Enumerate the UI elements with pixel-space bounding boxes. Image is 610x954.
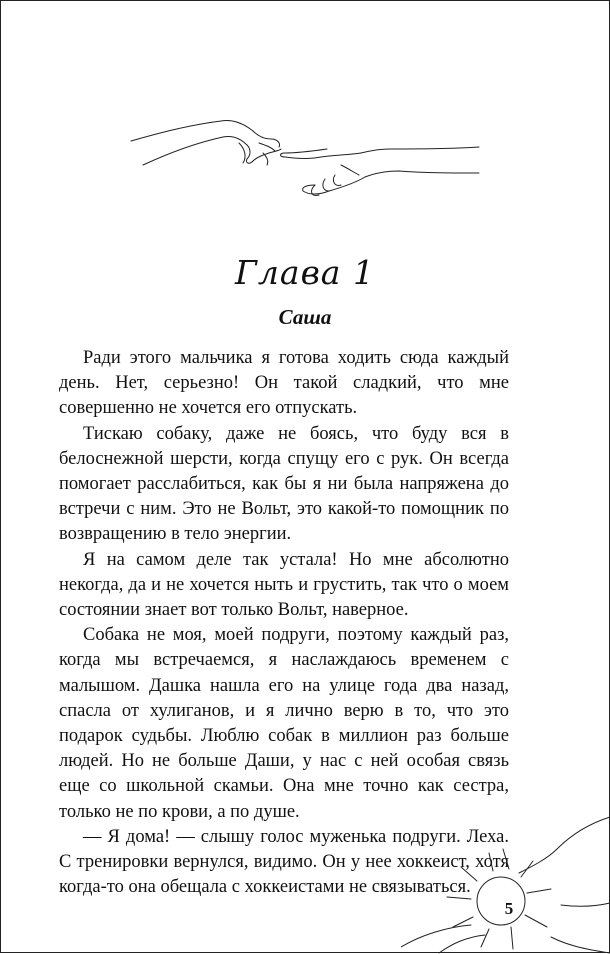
chapter-subtitle: Саша <box>278 305 332 329</box>
paragraph-1: Ради этого мальчика я готова ходить сюда каждый день. Нет, серьезно! Он такой сладкий, что мне совершенно не хочется его отпускать. <box>59 348 509 419</box>
paragraph-3: Я на самом деле так устала! Но мне абсолютно некогда, да и не хочется ныть и грустить, так что о моем состоянии знает вот только Вольт, наверное. <box>59 549 509 621</box>
hands-reaching-icon <box>129 113 481 209</box>
chapter-title: Глава 1 <box>235 253 375 292</box>
sun-sketch-icon <box>401 797 610 954</box>
paragraph-2: Тискаю собаку, даже не боясь, что буду вся в белоснежной шерсти, когда спущу его с рук. Он всегда помогает расслабиться, как бы я ни была напряжена до встречи с ним. Это не Вольт, это какой-то помощник по возвращению в тело энергии. <box>59 423 509 545</box>
page-number: 5 <box>504 899 514 918</box>
paragraph-4: Собака не моя, моей подруги, поэтому каждый раз, когда мы встречаемся, я наслаждаюсь временем с малышом. Дашка нашла его на улице года два назад, спасла от хулиганов, и я лично верю в то, что это подарок судьбы. Люблю собак в миллион раз больше людей. Но не больше Даши, у нас с ней особая связь еще со школьной скамьи. Она мне точно как сестра, только не по крови, а по душе. <box>59 625 509 822</box>
paragraph-5: — Я дома! — слышу голос муженька подруги. Леха. С тренировки вернулся, видимо. Он у нее хоккеист, хотя когда-то она обещала с хоккеистами не связываться. <box>59 826 509 898</box>
